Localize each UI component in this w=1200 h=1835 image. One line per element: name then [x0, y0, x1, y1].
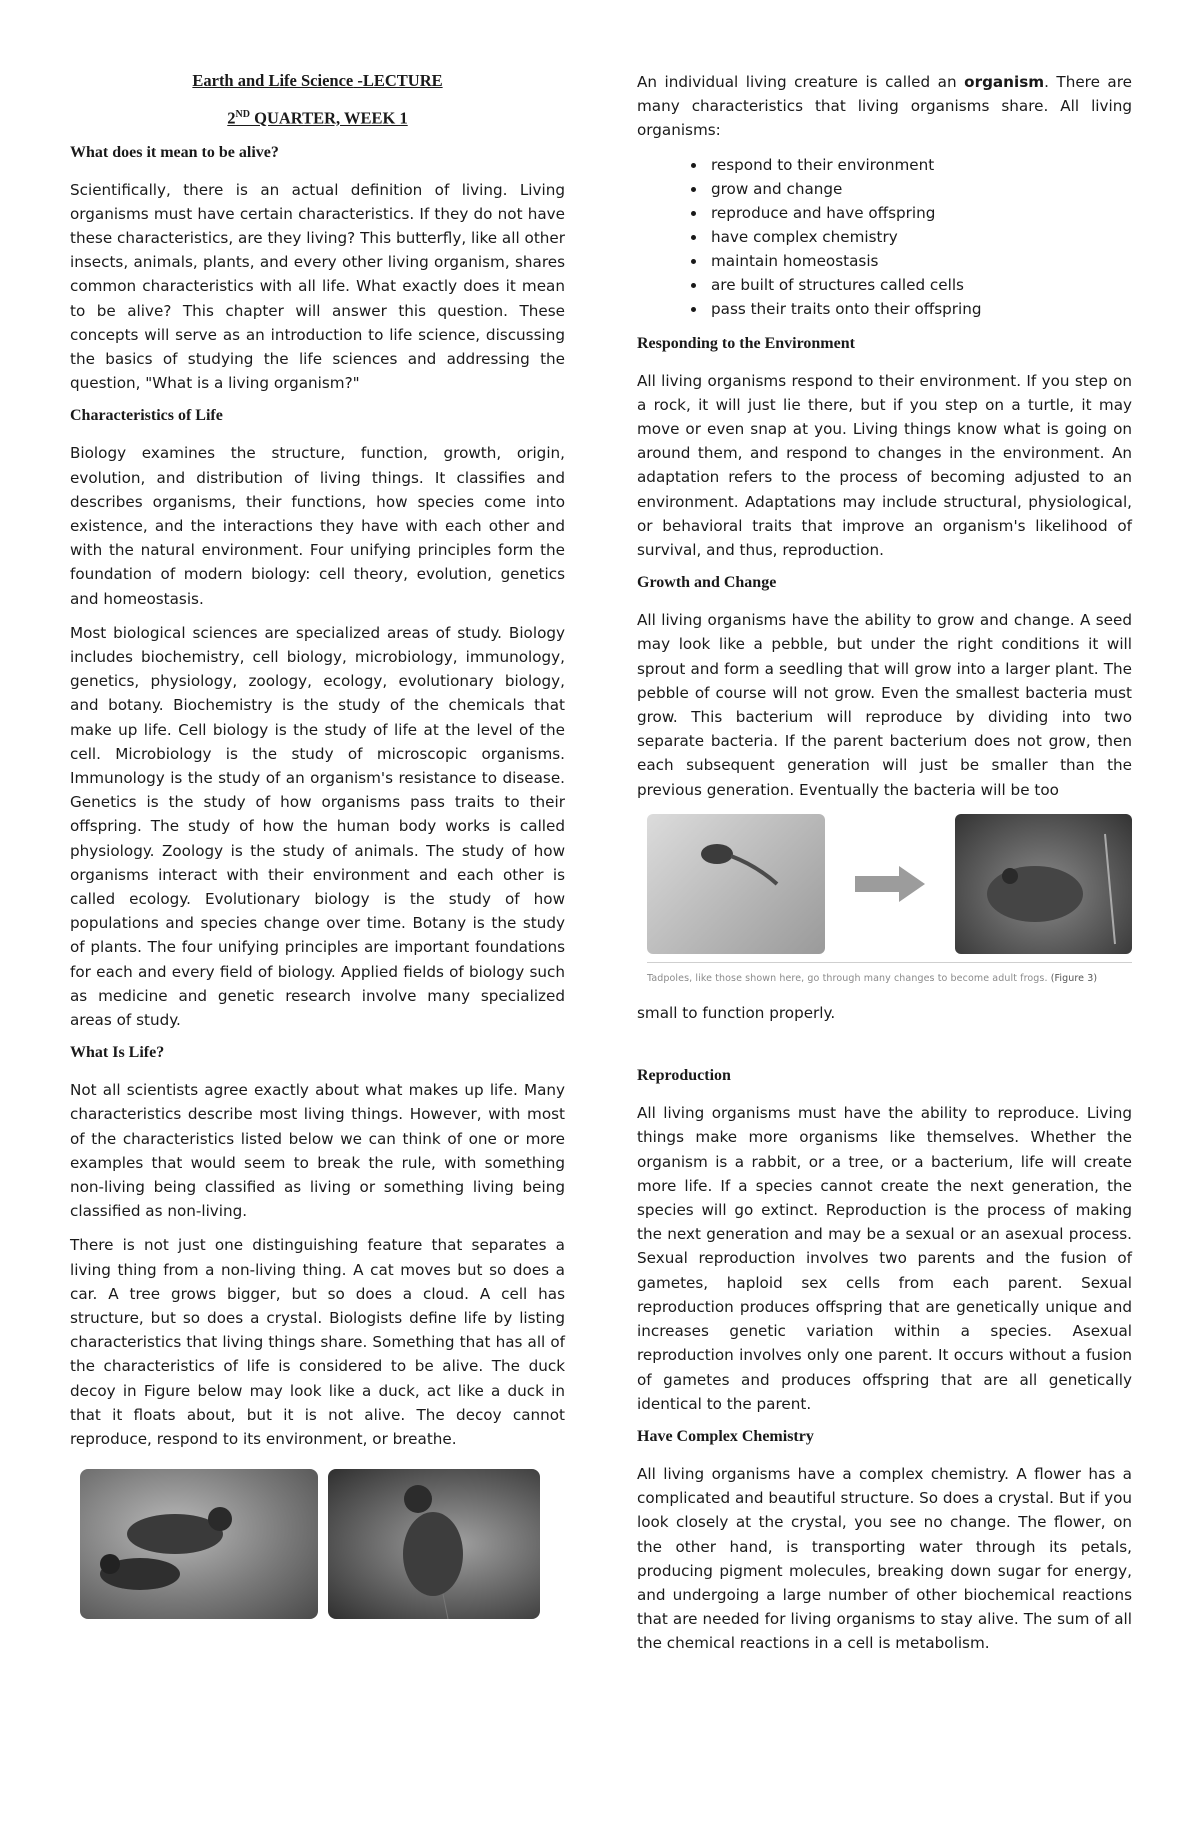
caption-text: Tadpoles, like those shown here, go through many changes to become adult frogs. [647, 972, 1048, 984]
heading-responding: Responding to the Environment [637, 334, 855, 352]
paragraph-alive: Scientifically, there is an actual definition of living. Living organisms must have certain characteristics. If they do not have these characteristics, are they living? This butterfly, like all other insects, animals, plants, and every other living organism, shares common characteristics with all life. What exactly does it mean to be alive? This chapter will answer this question. These concepts will serve as an introduction to life science, discussing the basics of studying the life sciences and addressing the question, "What is a living organism?" [70, 180, 565, 393]
caption-figure-ref: (Figure 3) [1047, 972, 1098, 984]
duck-figure [80, 1469, 565, 1619]
tadpole-photo [647, 814, 825, 954]
subtitle-number: 2 [227, 108, 236, 128]
duck-decoy-photo [328, 1469, 540, 1619]
list-item: • reproduce and have offspring [707, 201, 1132, 225]
figure-caption [647, 962, 1132, 991]
heading-growth: Growth and Change [637, 574, 777, 592]
paragraph-feature: There is not just one distinguishing feature that separates a living thing from a non-living thing. A cat moves but so does a car. A tree grows bigger, but so does a cloud. A cell has structure, but so does a crystal. Biologists define life by listing characteristics that living things share. Something that has all of the characteristics of life is considered to be alive. The duck decoy in Figure below may look like a duck, act like a duck in that it floats about, but it is not alive. The decoy cannot reproduce, respond to its environment, or breathe. [70, 1236, 565, 1449]
document-title [70, 70, 565, 92]
list-item: • are built of structures called cells [707, 273, 1132, 297]
characteristics-list [637, 153, 1132, 321]
list-item: • pass their traits onto their offspring [707, 297, 1132, 321]
paragraph-sciences: Most biological sciences are specialized areas of study. Biology includes biochemistry, cell biology, microbiology, immunology, genetics, physiology, zoology, ecology, evolutionary biology, and botany. Biochemistry is the study of the chemicals that make up life. Cell biology is the study of life at the level of the cell. Microbiology is the study of microscopic organisms. Immunology is the study of an organism's resistance to disease. Genetics is the study of how organisms pass traits to their offspring. The study of how the human body works is called physiology. Zoology is the study of animals. The study of how organisms interact with their environment and each other is called ecology. Evolutionary biology is the study of how populations and species change over time. Botany is the study of plants. The four unifying principles are important foundations for each and every field of biology. Applied fields of biology such as medicine and genetic research involve many specialized areas of study. [70, 623, 565, 1029]
heading-reproduction: Reproduction [637, 1067, 731, 1085]
list-item: • have complex chemistry [707, 225, 1132, 249]
left-column [70, 70, 565, 1619]
paragraph-organism [637, 70, 1132, 143]
heading-chemistry: Have Complex Chemistry [637, 1427, 814, 1445]
subtitle-text: QUARTER, WEEK 1 [249, 108, 408, 128]
title-lecture: -LECTURE [353, 71, 443, 90]
paragraph-growth: All living organisms have the ability to grow and change. A seed may look like a pebble, but under the right conditions it will sprout and form a seedling that will grow into a larger plant. The pebble of course will not grow. Even the smallest bacteria must grow. This bacterium will reproduce by dividing into two separate bacteria. If the parent bacterium does not grow, then each subsequent generation will just be smaller than the previous generation. Eventually the bacteria will be too [637, 611, 1132, 799]
frog-photo [955, 814, 1132, 954]
heading-characteristics: Characteristics of Life [70, 407, 223, 425]
organism-term: organism [964, 73, 1045, 91]
list-item: • maintain homeostasis [707, 249, 1132, 273]
subtitle-ordinal: ND [235, 109, 250, 120]
heading-what-is-life: What Is Life? [70, 1044, 165, 1062]
paragraph-reproduction: All living organisms must have the ability to reproduce. Living things make more organisms like themselves. Whether the organism is a rabbit, or a tree, or a bacterium, life will create more life. If a species cannot create the next generation, the species will go extinct. Reproduction is the process of making the next generation and may be a sexual or an asexual process. Sexual reproduction involves two parents and the fusion of gametes, haploid sex cells from each parent. Sexual reproduction produces offspring that are genetically unique and increases genetic variation within a species. Asexual reproduction involves only one parent. It occurs without a fusion of gametes and produces offspring that are all genetically identical to the parent. [637, 1104, 1132, 1413]
list-item: • grow and change [707, 177, 1132, 201]
organism-text-b: . There are many characteristics that living organisms share. All living organisms: [637, 73, 1132, 140]
paragraph-biology: Biology examines the structure, function, growth, origin, evolution, and distribution of living things. It classifies and describes organisms, their functions, how species come into existence, and the interactions they have with each other and with the natural environment. Four unifying principles form the foundation of modern biology: cell theory, evolution, genetics and homeostasis. [70, 444, 565, 608]
heading-alive: What does it mean to be alive? [70, 143, 279, 161]
paragraph-responding: All living organisms respond to their environment. If you step on a rock, it will just lie there, but if you step on a turtle, it may move or even snap at you. Living things know what is going on around them, and respond to changes in the environment. An adaptation refers to the process of becoming adjusted to an environment. Adaptations may include structural, physiological, or behavioral traits that improve an organism's likelihood of survival, and thus, reproduction. [637, 371, 1132, 560]
tadpole-frog-figure [647, 814, 1132, 991]
title-subject: Earth and Life Science [192, 71, 354, 90]
duck-photo [80, 1469, 318, 1619]
right-column [637, 70, 1132, 1666]
paragraph-agree: Not all scientists agree exactly about what makes up life. Many characteristics describe most living things. However, with most of the characteristics listed below we can think of one or more examples that would seem to break the rule, with something non-living being classified as living or something living being classified as non-living. [70, 1081, 565, 1221]
paragraph-small: small to function properly. [637, 1004, 836, 1023]
arrow-right-icon [825, 814, 955, 954]
document-subtitle [70, 104, 565, 130]
paragraph-chemistry: All living organisms have a complex chemistry. A flower has a complicated and beautiful structure. So does a crystal. But if you look closely at the crystal, you see no change. The flower, on the other hand, is transporting water through its petals, producing pigment molecules, breaking down sugar for energy, and undergoing a large number of other biochemical reactions that are needed for living organisms to stay alive. The sum of all the chemical reactions in a cell is metabolism. [637, 1464, 1132, 1653]
list-item: • respond to their environment [707, 153, 1132, 177]
organism-text-a: An individual living creature is called an [637, 73, 965, 91]
